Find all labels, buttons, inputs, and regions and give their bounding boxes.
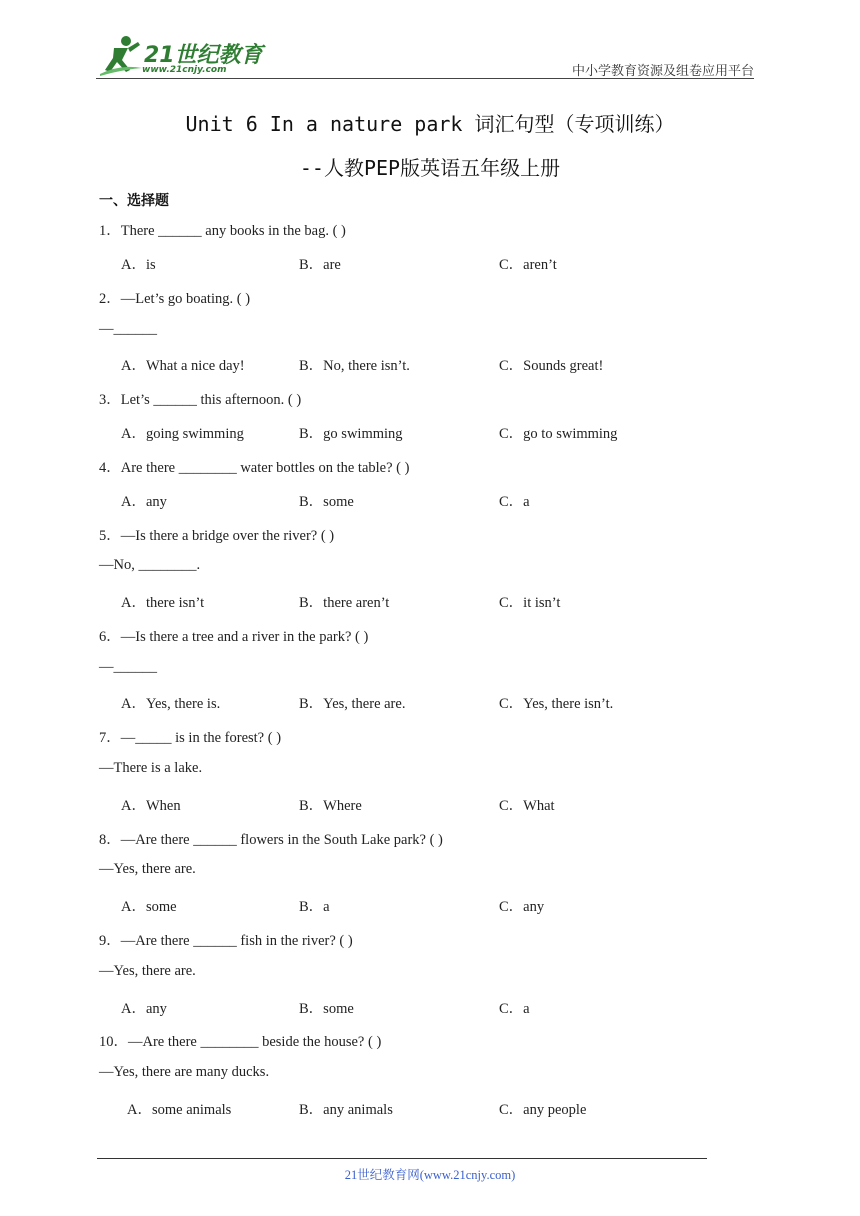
- option-a: A．When: [121, 798, 181, 814]
- question-stem: 6．—Is there a tree and a river in the park? ( ): [99, 629, 369, 645]
- question-reply: —Yes, there are many ducks.: [99, 1064, 270, 1080]
- option-a: A．some: [121, 899, 177, 915]
- header-divider: [96, 78, 754, 79]
- logo-text: 21世纪教育: [144, 43, 263, 68]
- option-b: B．there aren’t: [299, 595, 390, 611]
- question-stem: 3．Let’s ______ this afternoon. ( ): [99, 392, 302, 408]
- option-b: B．Yes, there are.: [299, 696, 406, 712]
- footer-link[interactable]: 21世纪教育网(www.21cnjy.com): [344, 1168, 516, 1182]
- page-subtitle: --人教PEP版英语五年级上册: [299, 156, 561, 180]
- option-c: C．Yes, there isn’t.: [499, 696, 614, 712]
- option-c: C．a: [499, 1001, 530, 1017]
- question-stem: 8．—Are there ______ flowers in the South Lake park? ( ): [99, 832, 443, 848]
- option-c: C．a: [499, 494, 530, 510]
- question-reply: —Yes, there are.: [99, 861, 196, 877]
- logo-url: www.21cnjy.com: [142, 65, 227, 75]
- option-c: C．it isn’t: [499, 595, 561, 611]
- option-a: A．any: [121, 494, 167, 510]
- header-platform-text: 中小学教育资源及组卷应用平台: [571, 64, 754, 79]
- site-logo: [96, 34, 266, 78]
- question-stem: 7．—_____ is in the forest? ( ): [99, 730, 282, 746]
- footer-divider: [97, 1158, 707, 1159]
- question-stem: 2．—Let’s go boating. ( ): [99, 291, 251, 307]
- option-c: C．go to swimming: [499, 426, 618, 442]
- option-c: C．any people: [499, 1102, 587, 1118]
- question-reply: —______: [99, 659, 157, 675]
- question-stem: 5．—Is there a bridge over the river? ( ): [99, 528, 335, 544]
- question-reply: —Yes, there are.: [99, 963, 196, 979]
- option-a: A．going swimming: [121, 426, 244, 442]
- runner-logo-icon: [96, 34, 144, 78]
- option-a: A．any: [121, 1001, 167, 1017]
- option-a: A．is: [121, 257, 156, 273]
- option-b: B．any animals: [299, 1102, 393, 1118]
- option-a: A．there isn’t: [121, 595, 205, 611]
- question-stem: 4．Are there ________ water bottles on the table? ( ): [99, 460, 410, 476]
- option-c: C．What: [499, 798, 555, 814]
- option-b: B．No, there isn’t.: [299, 358, 410, 374]
- question-stem: 1．There ______ any books in the bag. ( ): [99, 223, 346, 239]
- option-b: B．are: [299, 257, 341, 273]
- option-a: A．Yes, there is.: [121, 696, 221, 712]
- option-b: B．go swimming: [299, 426, 403, 442]
- option-b: B．Where: [299, 798, 362, 814]
- option-b: B．a: [299, 899, 330, 915]
- question-reply: —______: [99, 321, 157, 337]
- question-reply: —There is a lake.: [99, 760, 203, 776]
- option-c: C．Sounds great!: [499, 358, 604, 374]
- question-stem: 9．—Are there ______ fish in the river? ( ): [99, 933, 353, 949]
- option-b: B．some: [299, 1001, 354, 1017]
- option-c: C．any: [499, 899, 545, 915]
- option-a: A．some animals: [127, 1102, 232, 1118]
- question-reply: —No, ________.: [99, 557, 201, 573]
- option-c: C．aren’t: [499, 257, 557, 273]
- question-stem: 10．—Are there ________ beside the house? ( ): [99, 1034, 382, 1050]
- section-title: 一、选择题: [99, 193, 169, 209]
- option-a: A．What a nice day!: [121, 358, 245, 374]
- option-b: B．some: [299, 494, 354, 510]
- page-title: Unit 6 In a nature park 词汇句型（专项训练）: [185, 112, 675, 136]
